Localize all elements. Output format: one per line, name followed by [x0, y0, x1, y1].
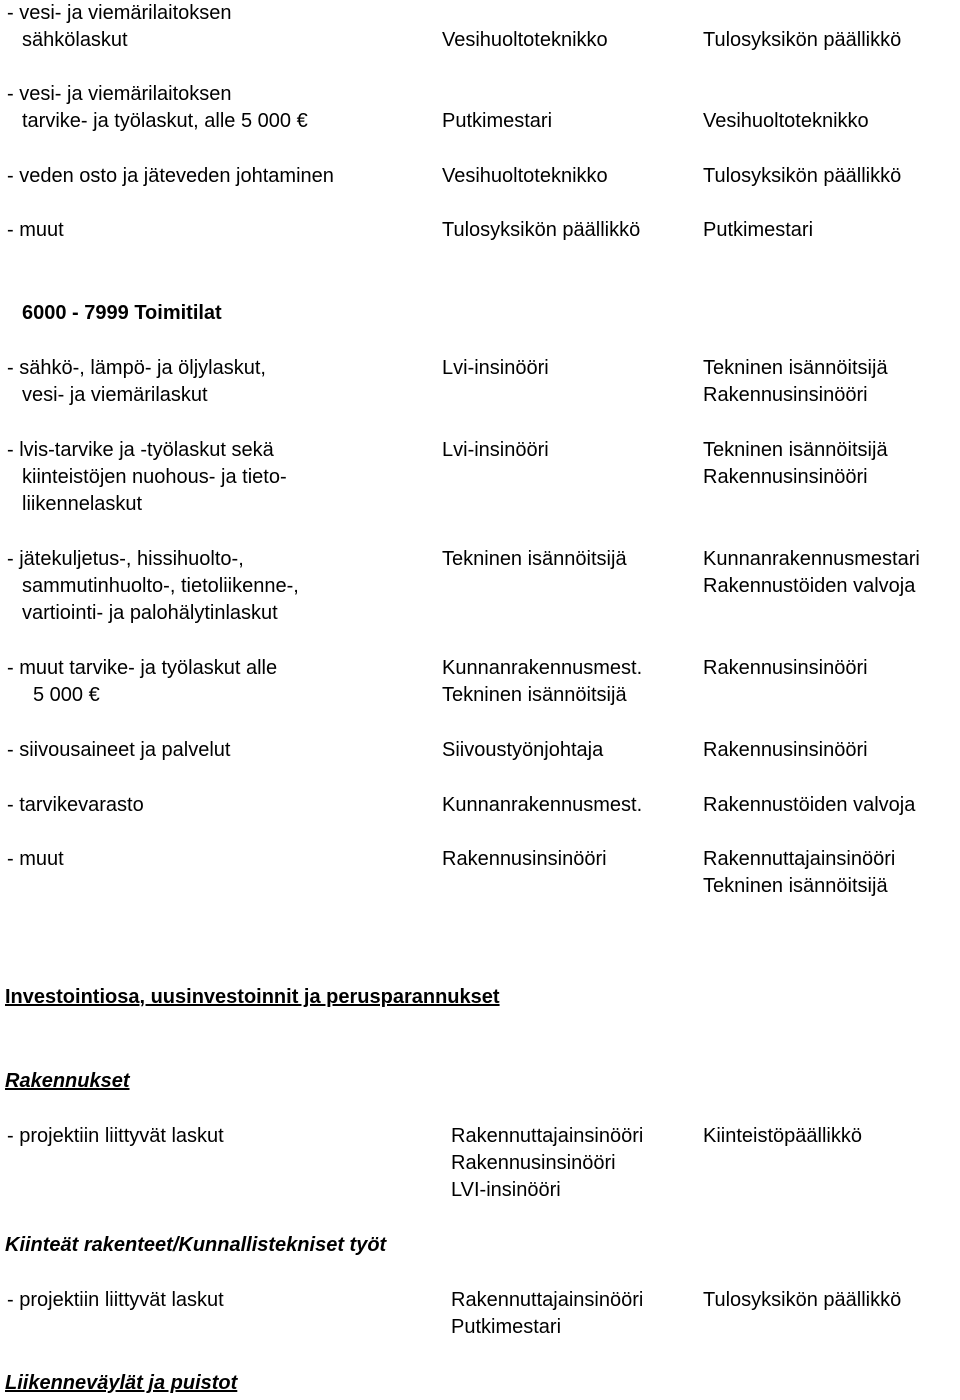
substitute-text: Rakennusinsinööri — [703, 466, 868, 488]
item-text: - lvis-tarvike ja -työlaskut sekä — [7, 439, 274, 461]
approver-text: Rakennuttajainsinööri — [451, 1125, 644, 1147]
substitute-text: Putkimestari — [703, 219, 814, 241]
item-text: - vesi- ja viemärilaitoksen — [7, 2, 232, 24]
substitute-text: Rakennusinsinööri — [703, 657, 868, 679]
substitute-text: Vesihuoltoteknikko — [703, 110, 869, 132]
substitute-text: Rakennusinsinööri — [703, 384, 868, 406]
item-text: 5 000 € — [33, 684, 100, 706]
item-text: - muut — [7, 848, 64, 870]
substitute-text: Rakennuttajainsinööri — [703, 848, 896, 870]
substitute-text: Tekninen isännöitsijä — [703, 439, 888, 461]
item-text: - veden osto ja jäteveden johtaminen — [7, 165, 334, 187]
substitute-text: Kunnanrakennusmestari — [703, 548, 920, 570]
item-text: - jätekuljetus-, hissihuolto-, — [7, 548, 244, 570]
approver-text: Tekninen isännöitsijä — [442, 548, 627, 570]
item-text: - projektiin liittyvät laskut — [7, 1289, 224, 1311]
item-text: - projektiin liittyvät laskut — [7, 1125, 224, 1147]
subsection-title: Kiinteät rakenteet/Kunnallistekniset työt — [5, 1234, 387, 1256]
item-text: - vesi- ja viemärilaitoksen — [7, 83, 232, 105]
item-text: - muut — [7, 219, 64, 241]
approver-text: Kunnanrakennusmest. — [442, 657, 643, 679]
substitute-text: Kiinteistöpäällikkö — [703, 1125, 862, 1147]
substitute-text: Tekninen isännöitsijä — [703, 875, 888, 897]
substitute-text: Rakennusinsinööri — [703, 739, 868, 761]
approver-text: Tekninen isännöitsijä — [442, 684, 627, 706]
section-title: 6000 - 7999 Toimitilat — [22, 302, 222, 324]
approver-text: Putkimestari — [451, 1316, 562, 1338]
substitute-text: Tulosyksikön päällikkö — [703, 29, 902, 51]
approver-text: Putkimestari — [442, 110, 553, 132]
substitute-text: Tulosyksikön päällikkö — [703, 165, 902, 187]
item-text: - tarvikevarasto — [7, 794, 144, 816]
approver-text: Siivoustyönjohtaja — [442, 739, 604, 761]
approver-text: Lvi-insinööri — [442, 439, 549, 461]
item-text: kiinteistöjen nuohous- ja tieto- — [22, 466, 287, 488]
substitute-text: Rakennustöiden valvoja — [703, 794, 916, 816]
section-title: Investointiosa, uusinvestoinnit ja perusparannukset — [5, 986, 500, 1008]
approver-text: Lvi-insinööri — [442, 357, 549, 379]
subsection-title: Rakennukset — [5, 1070, 130, 1092]
subsection-title: Liikenneväylät ja puistot — [5, 1372, 238, 1394]
item-text: - muut tarvike- ja työlaskut alle — [7, 657, 278, 679]
approver-text: Vesihuoltoteknikko — [442, 165, 608, 187]
item-text: vesi- ja viemärilaskut — [22, 384, 208, 406]
approver-text: Rakennuttajainsinööri — [451, 1289, 644, 1311]
item-text: vartiointi- ja palohälytinlaskut — [22, 602, 278, 624]
item-text: - siivousaineet ja palvelut — [7, 739, 231, 761]
item-text: sähkölaskut — [22, 29, 128, 51]
approver-text: Tulosyksikön päällikkö — [442, 219, 641, 241]
item-text: sammutinhuolto-, tietoliikenne-, — [22, 575, 299, 597]
substitute-text: Tulosyksikön päällikkö — [703, 1289, 902, 1311]
item-text: liikennelaskut — [22, 493, 143, 515]
approver-text: Vesihuoltoteknikko — [442, 29, 608, 51]
substitute-text: Rakennustöiden valvoja — [703, 575, 916, 597]
item-text: tarvike- ja työlaskut, alle 5 000 € — [22, 110, 308, 132]
item-text: - sähkö-, lämpö- ja öljylaskut, — [7, 357, 266, 379]
approver-text: Rakennusinsinööri — [451, 1152, 616, 1174]
approver-text: Kunnanrakennusmest. — [442, 794, 643, 816]
substitute-text: Tekninen isännöitsijä — [703, 357, 888, 379]
approver-text: Rakennusinsinööri — [442, 848, 607, 870]
approver-text: LVI-insinööri — [451, 1179, 561, 1201]
